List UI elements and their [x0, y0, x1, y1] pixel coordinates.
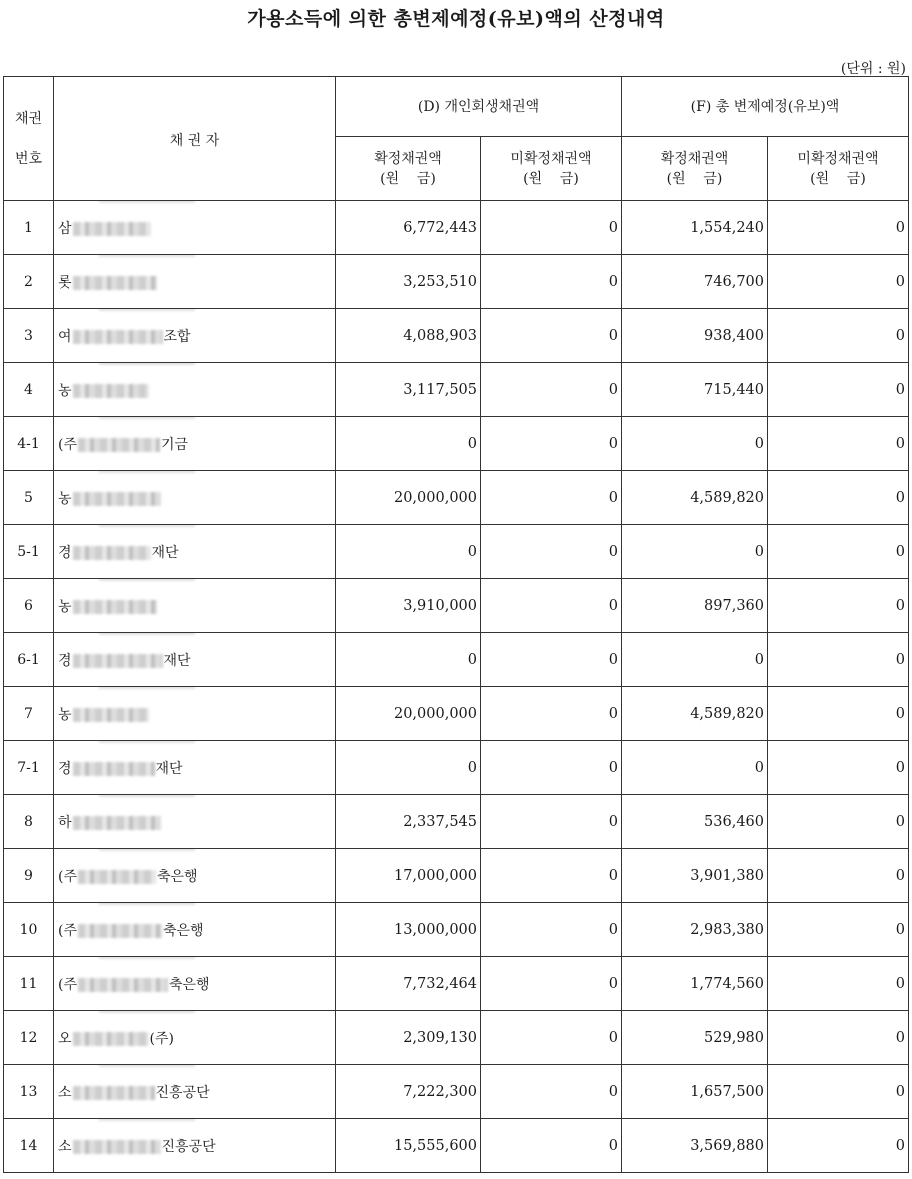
redacted-name — [78, 870, 156, 884]
creditor-header: 채 권 자 — [54, 77, 336, 201]
redaction-mark — [99, 471, 195, 474]
creditor-no: 7-1 — [4, 741, 54, 795]
creditor-name — [54, 525, 336, 579]
creditor-no: 5 — [4, 471, 54, 525]
d-unconfirmed-amount: 0 — [481, 579, 622, 633]
f-unconfirmed-amount: 0 — [768, 795, 909, 849]
d-confirmed-amount: 0 — [336, 633, 481, 687]
redaction-mark — [99, 1119, 195, 1122]
table-row — [4, 741, 909, 795]
creditor-name-suffix: 재단 — [151, 544, 179, 561]
redacted-name — [73, 384, 149, 398]
table-body — [4, 201, 909, 1173]
redacted-name — [78, 978, 168, 992]
creditor-name — [54, 903, 336, 957]
table-row — [4, 903, 909, 957]
creditor-name-prefix: 농 — [58, 598, 72, 615]
creditor-name-prefix: 경 — [58, 760, 72, 777]
redaction-mark — [99, 687, 195, 690]
f-confirmed-amount: 0 — [622, 633, 768, 687]
creditor-no: 6 — [4, 579, 54, 633]
redacted-name — [73, 546, 151, 560]
d-unconfirmed-amount: 0 — [481, 309, 622, 363]
creditor-name-suffix: 재단 — [163, 652, 191, 669]
redaction-mark — [99, 957, 195, 960]
d-confirmed-amount: 13,000,000 — [336, 903, 481, 957]
f-confirmed-amount: 1,657,500 — [622, 1065, 768, 1119]
creditor-no: 3 — [4, 309, 54, 363]
d-unconfirmed-amount: 0 — [481, 903, 622, 957]
table-row — [4, 1119, 909, 1173]
f-confirmed-amount: 746,700 — [622, 255, 768, 309]
creditor-name-prefix: 삼 — [58, 220, 72, 237]
creditor-name — [54, 795, 336, 849]
f-confirmed-amount: 938,400 — [622, 309, 768, 363]
creditor-name — [54, 687, 336, 741]
redacted-name — [73, 600, 157, 614]
d-confirmed-amount: 20,000,000 — [336, 687, 481, 741]
table-row — [4, 471, 909, 525]
creditor-no: 14 — [4, 1119, 54, 1173]
f-confirmed-amount: 1,774,560 — [622, 957, 768, 1011]
creditor-no: 1 — [4, 201, 54, 255]
d-confirmed-amount: 6,772,443 — [336, 201, 481, 255]
creditor-name — [54, 417, 336, 471]
creditor-name — [54, 255, 336, 309]
d-confirmed-header: 확정채권액 (원 금) — [336, 137, 481, 201]
d-confirmed-amount: 7,732,464 — [336, 957, 481, 1011]
creditor-name-prefix: 농 — [58, 490, 72, 507]
creditor-name-prefix: 롯 — [58, 274, 72, 291]
creditor-no: 2 — [4, 255, 54, 309]
redaction-mark — [99, 363, 195, 366]
f-confirmed-amount: 715,440 — [622, 363, 768, 417]
f-unconfirmed-amount: 0 — [768, 417, 909, 471]
redaction-mark — [99, 417, 195, 420]
creditor-name-suffix: 조합 — [163, 328, 191, 345]
redacted-name — [73, 708, 149, 722]
redacted-name — [73, 654, 163, 668]
table-row — [4, 525, 909, 579]
redaction-mark — [99, 525, 195, 528]
f-unconfirmed-amount: 0 — [768, 525, 909, 579]
f-unconfirmed-amount: 0 — [768, 579, 909, 633]
repayment-table — [3, 76, 909, 1173]
d-confirmed-amount: 3,117,505 — [336, 363, 481, 417]
d-confirmed-amount: 0 — [336, 741, 481, 795]
creditor-no: 10 — [4, 903, 54, 957]
group-f-header: (F) 총 변제예정(유보)액 — [622, 77, 909, 137]
f-unconfirmed-amount: 0 — [768, 633, 909, 687]
redacted-name — [73, 762, 155, 776]
table-row — [4, 633, 909, 687]
d-unconfirmed-amount: 0 — [481, 201, 622, 255]
d-unconfirmed-header: 미확정채권액 (원 금) — [481, 137, 622, 201]
redaction-mark — [99, 1011, 195, 1014]
d-confirmed-amount: 4,088,903 — [336, 309, 481, 363]
creditor-name — [54, 471, 336, 525]
d-confirmed-amount: 7,222,300 — [336, 1065, 481, 1119]
f-confirmed-amount: 0 — [622, 417, 768, 471]
d-confirmed-amount: 17,000,000 — [336, 849, 481, 903]
creditor-name-prefix: 경 — [58, 652, 72, 669]
f-confirmed-amount: 0 — [622, 741, 768, 795]
creditor-name-prefix: 농 — [58, 382, 72, 399]
creditor-name-prefix: 하 — [58, 814, 72, 831]
creditor-no: 12 — [4, 1011, 54, 1065]
creditor-name-prefix: 여 — [58, 328, 72, 345]
creditor-name-suffix: (주) — [149, 1030, 174, 1047]
d-unconfirmed-amount: 0 — [481, 1119, 622, 1173]
creditor-name — [54, 579, 336, 633]
creditor-name-prefix: (주 — [58, 436, 77, 453]
f-unconfirmed-amount: 0 — [768, 741, 909, 795]
redaction-mark — [99, 795, 195, 798]
creditor-name — [54, 309, 336, 363]
table-row — [4, 849, 909, 903]
creditor-no: 6-1 — [4, 633, 54, 687]
creditor-no: 8 — [4, 795, 54, 849]
d-unconfirmed-amount: 0 — [481, 417, 622, 471]
d-unconfirmed-amount: 0 — [481, 633, 622, 687]
d-unconfirmed-amount: 0 — [481, 525, 622, 579]
redacted-name — [73, 1086, 155, 1100]
f-unconfirmed-amount: 0 — [768, 957, 909, 1011]
creditor-name-suffix: 진흥공단 — [161, 1138, 216, 1155]
f-unconfirmed-amount: 0 — [768, 1011, 909, 1065]
creditor-name-suffix: 축은행 — [157, 868, 198, 885]
f-unconfirmed-amount: 0 — [768, 849, 909, 903]
table-row — [4, 309, 909, 363]
d-confirmed-amount: 20,000,000 — [336, 471, 481, 525]
creditor-name-suffix: 진흥공단 — [155, 1084, 210, 1101]
table-row — [4, 795, 909, 849]
creditor-name — [54, 363, 336, 417]
d-unconfirmed-amount: 0 — [481, 741, 622, 795]
d-confirmed-amount: 0 — [336, 525, 481, 579]
f-confirmed-amount: 529,980 — [622, 1011, 768, 1065]
redacted-name — [73, 276, 157, 290]
f-unconfirmed-amount: 0 — [768, 903, 909, 957]
table-row — [4, 201, 909, 255]
creditor-name — [54, 1119, 336, 1173]
f-unconfirmed-header: 미확정채권액 (원 금) — [768, 137, 909, 201]
d-unconfirmed-amount: 0 — [481, 1011, 622, 1065]
table-row — [4, 957, 909, 1011]
creditor-no: 4-1 — [4, 417, 54, 471]
d-unconfirmed-amount: 0 — [481, 795, 622, 849]
f-confirmed-header: 확정채권액 (원 금) — [622, 137, 768, 201]
d-confirmed-amount: 0 — [336, 417, 481, 471]
redacted-name — [73, 492, 161, 506]
creditor-name — [54, 741, 336, 795]
d-unconfirmed-amount: 0 — [481, 957, 622, 1011]
creditor-no: 4 — [4, 363, 54, 417]
creditor-name-prefix: 소 — [58, 1138, 72, 1155]
f-unconfirmed-amount: 0 — [768, 1065, 909, 1119]
redaction-mark — [99, 1065, 195, 1068]
f-confirmed-amount: 4,589,820 — [622, 471, 768, 525]
creditor-name-prefix: 오 — [58, 1030, 72, 1047]
redaction-mark — [99, 309, 195, 312]
f-unconfirmed-amount: 0 — [768, 363, 909, 417]
creditor-no: 9 — [4, 849, 54, 903]
creditor-name-prefix: (주 — [58, 976, 77, 993]
d-confirmed-amount: 3,253,510 — [336, 255, 481, 309]
f-confirmed-amount: 3,569,880 — [622, 1119, 768, 1173]
f-confirmed-amount: 4,589,820 — [622, 687, 768, 741]
creditor-name-prefix: 농 — [58, 706, 72, 723]
creditor-no: 11 — [4, 957, 54, 1011]
f-unconfirmed-amount: 0 — [768, 687, 909, 741]
redaction-mark — [99, 579, 195, 582]
creditor-name-suffix: 재단 — [155, 760, 183, 777]
creditor-name-prefix: (주 — [58, 868, 77, 885]
redacted-name — [73, 222, 151, 236]
creditor-name-suffix: 축은행 — [169, 976, 210, 993]
creditor-name — [54, 1011, 336, 1065]
redacted-name — [73, 816, 161, 830]
creditor-name-prefix: 소 — [58, 1084, 72, 1101]
creditor-name — [54, 201, 336, 255]
redaction-mark — [99, 201, 195, 204]
page-title: 가용소득에 의한 총변제예정(유보)액의 산정내역 — [247, 8, 665, 30]
redaction-mark — [99, 741, 195, 744]
f-unconfirmed-amount: 0 — [768, 471, 909, 525]
table-row — [4, 579, 909, 633]
redaction-mark — [99, 849, 195, 852]
creditor-name-suffix: 기금 — [161, 436, 189, 453]
f-unconfirmed-amount: 0 — [768, 309, 909, 363]
creditor-name-prefix: 경 — [58, 544, 72, 561]
redaction-mark — [99, 633, 195, 636]
creditor-no: 5-1 — [4, 525, 54, 579]
d-unconfirmed-amount: 0 — [481, 471, 622, 525]
d-unconfirmed-amount: 0 — [481, 1065, 622, 1119]
table-row — [4, 1011, 909, 1065]
d-confirmed-amount: 3,910,000 — [336, 579, 481, 633]
d-confirmed-amount: 15,555,600 — [336, 1119, 481, 1173]
d-unconfirmed-amount: 0 — [481, 363, 622, 417]
f-unconfirmed-amount: 0 — [768, 1119, 909, 1173]
creditor-no: 7 — [4, 687, 54, 741]
f-confirmed-amount: 1,554,240 — [622, 201, 768, 255]
f-confirmed-amount: 536,460 — [622, 795, 768, 849]
creditor-name — [54, 1065, 336, 1119]
creditor-name — [54, 633, 336, 687]
creditor-no-header: 채권 번호 — [4, 77, 54, 201]
creditor-name — [54, 849, 336, 903]
creditor-no: 13 — [4, 1065, 54, 1119]
creditor-name-prefix: (주 — [58, 922, 77, 939]
redacted-name — [73, 1032, 149, 1046]
d-unconfirmed-amount: 0 — [481, 255, 622, 309]
table-row — [4, 255, 909, 309]
redacted-name — [78, 438, 160, 452]
redaction-mark — [99, 903, 195, 906]
redaction-mark — [99, 255, 195, 258]
unit-label: (단위 : 원) — [840, 61, 906, 77]
d-confirmed-amount: 2,309,130 — [336, 1011, 481, 1065]
f-confirmed-amount: 2,983,380 — [622, 903, 768, 957]
f-confirmed-amount: 897,360 — [622, 579, 768, 633]
table-row — [4, 687, 909, 741]
f-confirmed-amount: 0 — [622, 525, 768, 579]
redacted-name — [78, 924, 162, 938]
d-unconfirmed-amount: 0 — [481, 849, 622, 903]
table-row — [4, 363, 909, 417]
f-unconfirmed-amount: 0 — [768, 201, 909, 255]
redacted-name — [73, 1140, 161, 1154]
f-confirmed-amount: 3,901,380 — [622, 849, 768, 903]
d-confirmed-amount: 2,337,545 — [336, 795, 481, 849]
creditor-name-suffix: 축은행 — [163, 922, 204, 939]
creditor-name — [54, 957, 336, 1011]
table-row — [4, 417, 909, 471]
group-d-header: (D) 개인회생채권액 — [336, 77, 622, 137]
redacted-name — [73, 330, 163, 344]
d-unconfirmed-amount: 0 — [481, 687, 622, 741]
f-unconfirmed-amount: 0 — [768, 255, 909, 309]
table-row — [4, 1065, 909, 1119]
